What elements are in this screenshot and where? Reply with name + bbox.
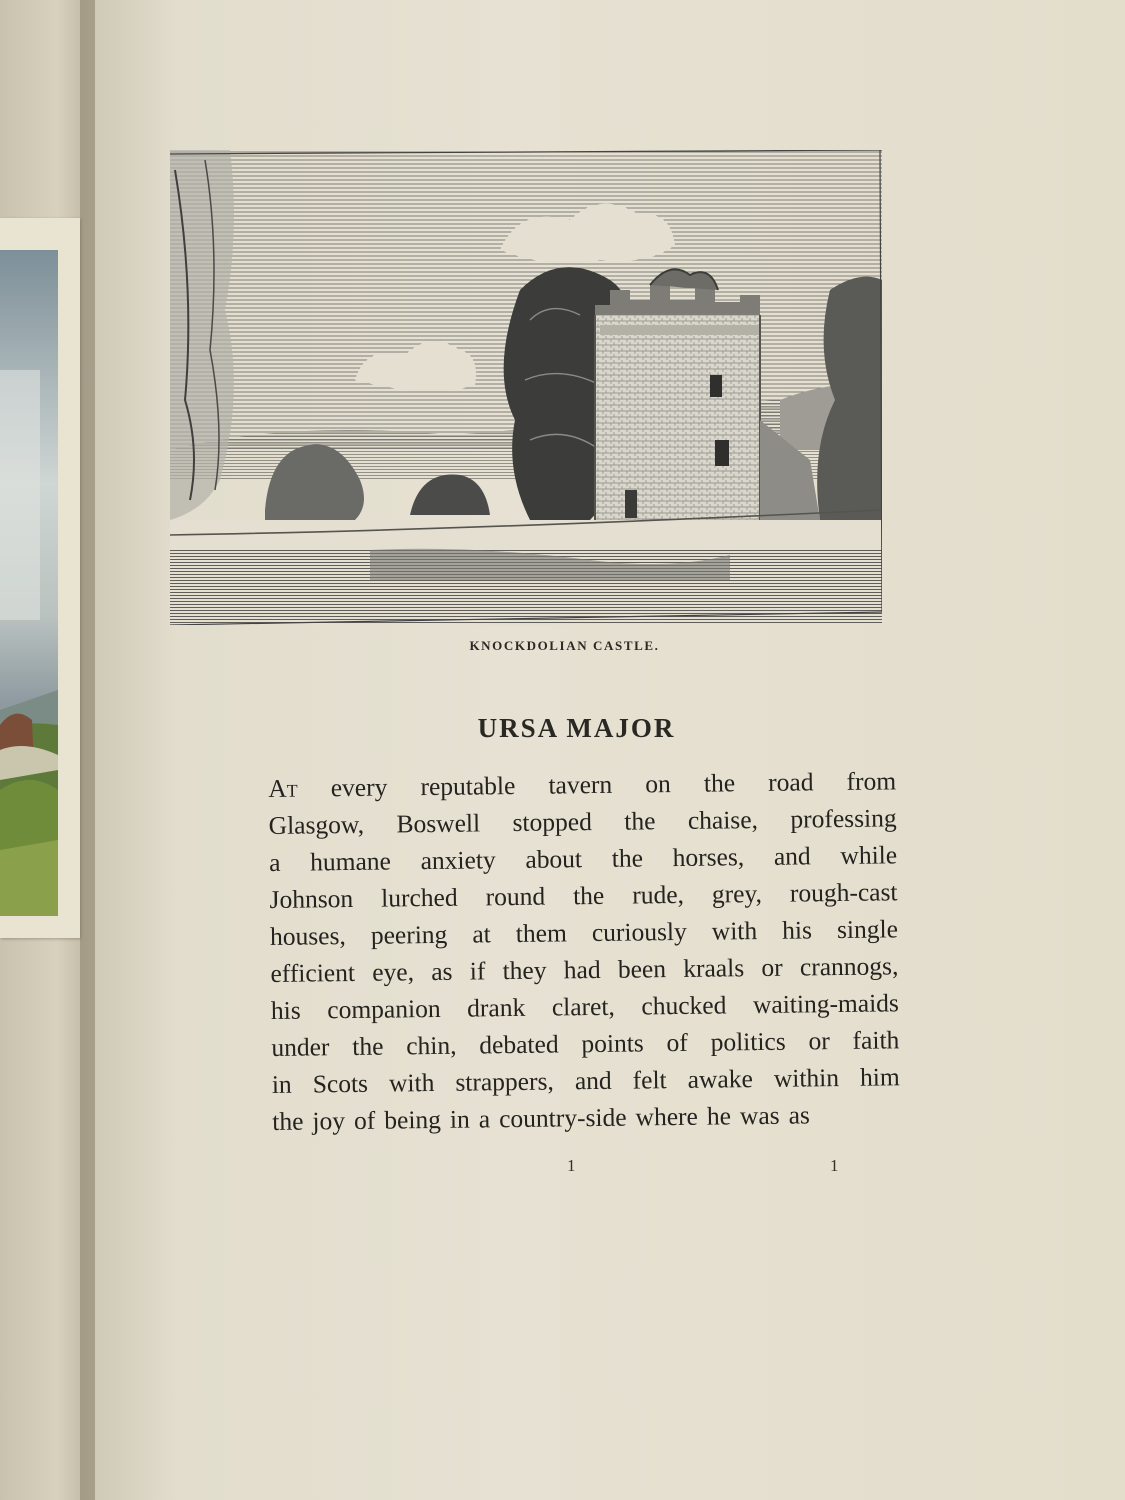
word: stopped	[512, 807, 593, 838]
word: his	[782, 915, 813, 945]
word: crannogs,	[799, 951, 899, 982]
word: drank	[467, 992, 526, 1023]
word: anxiety	[420, 845, 496, 876]
colour-plate	[0, 218, 80, 938]
word: debated	[479, 1029, 559, 1060]
word: professing	[790, 803, 897, 834]
word: country-side	[498, 1102, 627, 1134]
word: a	[478, 1104, 491, 1134]
word: the	[624, 806, 656, 836]
word: or	[808, 1026, 830, 1056]
word: of	[666, 1027, 688, 1058]
word: politics	[710, 1026, 786, 1057]
word: as	[788, 1100, 811, 1130]
word: the	[352, 1031, 384, 1061]
word: him	[859, 1062, 900, 1092]
word: Johnson	[269, 883, 354, 914]
word: on	[645, 769, 671, 799]
word: where	[635, 1101, 699, 1132]
word: if	[469, 956, 486, 986]
word: chucked	[641, 990, 727, 1021]
word: rude,	[632, 879, 685, 910]
word: at	[472, 919, 491, 949]
word: joy	[312, 1106, 346, 1136]
word: curiously	[591, 916, 687, 948]
word: them	[515, 918, 568, 948]
word: being	[384, 1104, 442, 1135]
word: companion	[327, 993, 441, 1025]
word: from	[846, 766, 897, 796]
word: houses,	[269, 921, 347, 951]
illustration-caption: KNOCKDOLIAN CASTLE.	[469, 638, 660, 653]
word: felt	[632, 1065, 667, 1095]
word: Glasgow,	[268, 809, 365, 840]
word: grey,	[711, 878, 763, 909]
word: At	[268, 773, 298, 803]
word: with	[388, 1067, 435, 1098]
word: kraals	[683, 953, 745, 983]
chapter-title: URSA MAJOR	[477, 713, 676, 743]
word: they	[502, 955, 547, 986]
word: the	[572, 880, 605, 911]
word: was	[739, 1100, 780, 1131]
word: and	[773, 841, 811, 871]
word: under	[271, 1032, 330, 1062]
word: efficient	[270, 957, 356, 988]
word: round	[485, 881, 546, 912]
word: Scots	[312, 1068, 369, 1099]
word: points	[581, 1028, 644, 1059]
word: been	[617, 954, 667, 984]
word: claret,	[551, 991, 616, 1022]
word: his	[270, 995, 301, 1025]
word: in	[271, 1069, 292, 1099]
word: while	[840, 840, 898, 871]
word: chaise,	[687, 805, 759, 835]
text-line	[271, 984, 899, 1029]
word: or	[761, 952, 783, 982]
text-line	[272, 1095, 900, 1140]
word: chin,	[406, 1030, 457, 1061]
word: in	[449, 1104, 470, 1134]
word: strappers,	[455, 1066, 554, 1097]
word: with	[711, 916, 758, 946]
word: rough-cast	[789, 877, 898, 908]
word: peering	[370, 919, 448, 950]
word: Boswell	[396, 808, 481, 839]
word: tavern	[548, 769, 613, 800]
word: faith	[852, 1025, 900, 1055]
page-number: 1	[567, 1156, 576, 1175]
word: as	[431, 956, 453, 987]
word: about	[525, 844, 583, 874]
word: awake	[687, 1064, 753, 1094]
word: within	[773, 1063, 840, 1093]
word: reputable	[420, 770, 516, 802]
word: every	[330, 772, 388, 803]
word: lurched	[380, 882, 458, 913]
word: eye,	[372, 957, 415, 987]
word: humane	[309, 846, 392, 877]
word: waiting-maids	[752, 988, 900, 1020]
word: single	[836, 914, 899, 945]
word: horses,	[672, 842, 745, 873]
body-text	[268, 762, 900, 1140]
word: he	[706, 1101, 732, 1131]
colour-plate-landscape	[0, 250, 58, 916]
word: a	[268, 847, 281, 877]
word: the	[703, 768, 736, 798]
word: road	[767, 767, 814, 797]
page-number-duplicate: 1	[830, 1156, 839, 1175]
word: the	[611, 843, 644, 873]
castle-engraving	[170, 150, 882, 625]
word: the	[272, 1106, 304, 1136]
word: and	[574, 1065, 612, 1096]
word: of	[353, 1105, 376, 1135]
word: had	[563, 954, 601, 985]
